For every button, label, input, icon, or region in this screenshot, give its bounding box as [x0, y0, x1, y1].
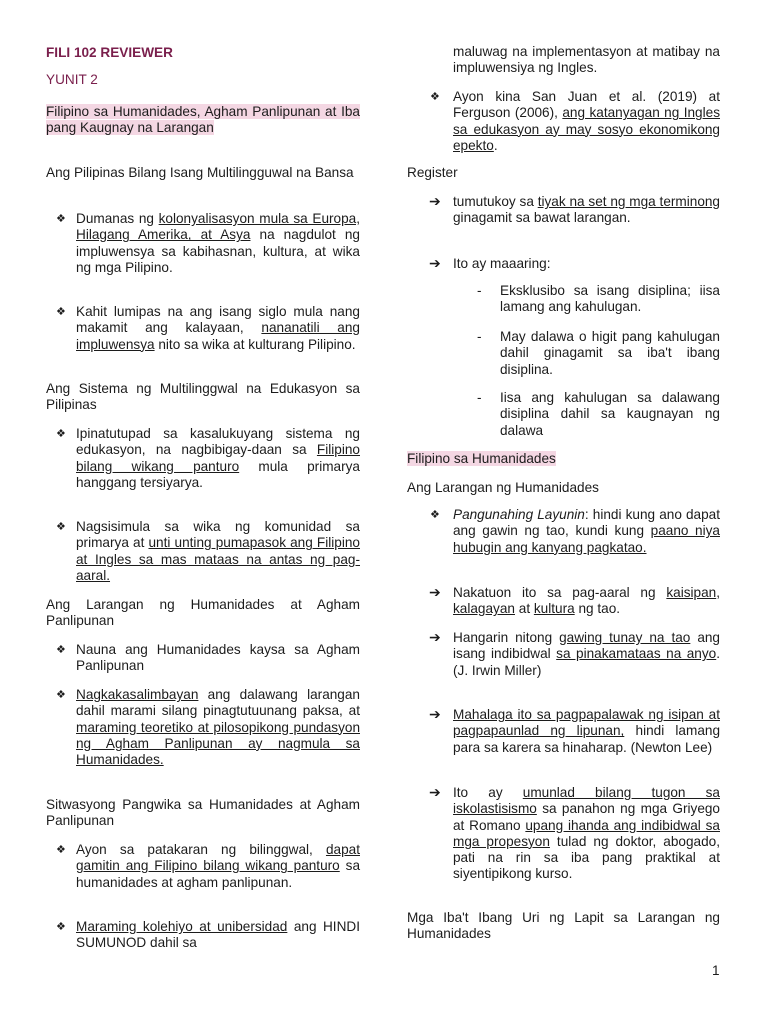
- list-item: ➔ Nakatuon ito sa pag-aaral ng kaisipan, kalagayan at kultura ng tao.: [429, 584, 720, 617]
- heading-sitwasyong-pangwika: Sitwasyong Pangwika sa Humanidades at Agham Panlipunan: [46, 797, 360, 829]
- diamond-bullet-icon: ❖: [430, 91, 440, 103]
- dash-bullet: -: [477, 390, 482, 405]
- document-title: FILI 102 REVIEWER: [46, 45, 173, 60]
- list-item: - Iisa ang kahulugan sa dalawang disiplina dahil sa kaugnayan ng dalawa: [477, 390, 720, 438]
- list-item: ➔ Ito ay umunlad bilang tugon sa iskolastisismo sa panahon ng mga Griyego at Romano upang ihanda ang indibidwal sa mga propesyon tulad ng doktor, abogado, pati na rin sa iba pang praktikal at siyentipikong kurso.: [429, 784, 720, 882]
- diamond-bullet-icon: ❖: [56, 521, 66, 533]
- heading-multilingguwal-na-bansa: Ang Pilipinas Bilang Isang Multilingguwal na Bansa: [46, 165, 354, 180]
- section-heading-filipino-humanidades: Filipino sa Humanidades: [407, 451, 556, 466]
- diamond-bullet-icon: ❖: [56, 644, 66, 656]
- diamond-bullet-icon: ❖: [56, 689, 66, 701]
- list-item: ❖ Nagkakasalimbayan ang dalawang larangan dahil marami silang pinagtutuunang paksa, at maraming teoretiko at pilosopikong pundasyon ng Agham Panlipunan ay nagmula sa Humanidades.: [56, 687, 360, 768]
- page-number: 1: [712, 963, 720, 978]
- arrow-bullet-icon: ➔: [429, 629, 441, 645]
- list-item: ❖ Kahit lumipas na ang isang siglo mula nang makamit ang kalayaan, nananatili ang impluwensya nito sa wika at kulturang Pilipino.: [56, 304, 360, 352]
- list-item: ❖ Nagsisimula sa wika ng komunidad sa primarya at unti unting pumapasok ang Filipino at Ingles sa mas mataas na antas ng pag-aaral.: [56, 519, 360, 583]
- list-item: ❖ Pangunahing Layunin: hindi kung ano dapat ang gawin ng tao, kundi kung paano niya hubugin ang kanyang pagkatao.: [430, 507, 721, 555]
- heading-larangan-humanidades: Ang Larangan ng Humanidades: [407, 480, 599, 495]
- arrow-bullet-icon: ➔: [429, 255, 441, 271]
- diamond-bullet-icon: ❖: [56, 306, 66, 318]
- continued-text: maluwag na implementasyon at matibay na impluwensiya ng Ingles.: [453, 44, 720, 76]
- arrow-bullet-icon: ➔: [429, 784, 441, 800]
- dash-bullet: -: [477, 283, 482, 298]
- heading-sistema-edukasyon: Ang Sistema ng Multilinggwal na Edukasyon sa Pilipinas: [46, 381, 360, 413]
- list-item: ➔ Ito ay maaaring:: [429, 255, 551, 271]
- diamond-bullet-icon: ❖: [56, 213, 66, 225]
- heading-iba-ibang-lapit: Mga Iba't Ibang Uri ng Lapit sa Larangan ng Humanidades: [407, 910, 720, 942]
- list-item: - Eksklusibo sa isang disiplina; iisa lamang ang kahulugan.: [477, 283, 720, 315]
- diamond-bullet-icon: ❖: [430, 509, 440, 521]
- diamond-bullet-icon: ❖: [56, 921, 66, 933]
- arrow-bullet-icon: ➔: [429, 584, 441, 600]
- list-item: ❖ Nauna ang Humanidades kaysa sa Agham Panlipunan: [56, 642, 360, 674]
- heading-larangan-humanidades-agham: Ang Larangan ng Humanidades at Agham Panlipunan: [46, 597, 360, 629]
- list-item: ➔ tumutukoy sa tiyak na set ng mga terminong ginagamit sa bawat larangan.: [429, 193, 720, 226]
- diamond-bullet-icon: ❖: [56, 844, 66, 856]
- section-heading-humanidades-agham: Filipino sa Humanidades, Agham Panlipunan at Iba pang Kaugnay na Larangan: [46, 104, 360, 136]
- list-item: ❖ Ayon sa patakaran ng bilinggwal, dapat gamitin ang Filipino bilang wikang panturo sa humanidades at agham panlipunan.: [56, 842, 361, 890]
- list-item: ❖ Ipinatutupad sa kasalukuyang sistema ng edukasyon, na nagbibigay-daan sa Filipino bilang wikang panturo mula primarya hanggang tersiyarya.: [56, 426, 360, 490]
- list-item: ➔ Hangarin nitong gawing tunay na tao ang isang indibidwal sa pinakamataas na anyo. (J. Irwin Miller): [429, 629, 721, 678]
- list-item: - May dalawa o higit pang kahulugan dahil ginagamit sa iba't ibang disiplina.: [477, 329, 720, 377]
- dash-bullet: -: [477, 329, 482, 344]
- list-item: ❖ Maraming kolehiyo at unibersidad ang HINDI SUMUNOD dahil sa: [56, 919, 360, 951]
- list-item: ❖ Dumanas ng kolonyalisasyon mula sa Europa, Hilagang Amerika, at Asya na nagdulot ng impluwensya sa kabihasnan, kultura, at wika ng mga Pilipino.: [56, 211, 360, 275]
- list-item: ❖ Ayon kina San Juan et al. (2019) at Ferguson (2006), ang katanyagan ng Ingles sa edukasyon ay may sosyo ekonomikong epekto.: [430, 89, 720, 153]
- unit-label: YUNIT 2: [46, 72, 98, 87]
- diamond-bullet-icon: ❖: [56, 428, 66, 440]
- arrow-bullet-icon: ➔: [429, 706, 441, 722]
- list-item: ➔ Mahalaga ito sa pagpapalawak ng isipan at pagpapaunlad ng lipunan, hindi lamang para sa karera sa hinaharap. (Newton Lee): [429, 706, 720, 755]
- arrow-bullet-icon: ➔: [429, 193, 441, 209]
- heading-register: Register: [407, 165, 458, 180]
